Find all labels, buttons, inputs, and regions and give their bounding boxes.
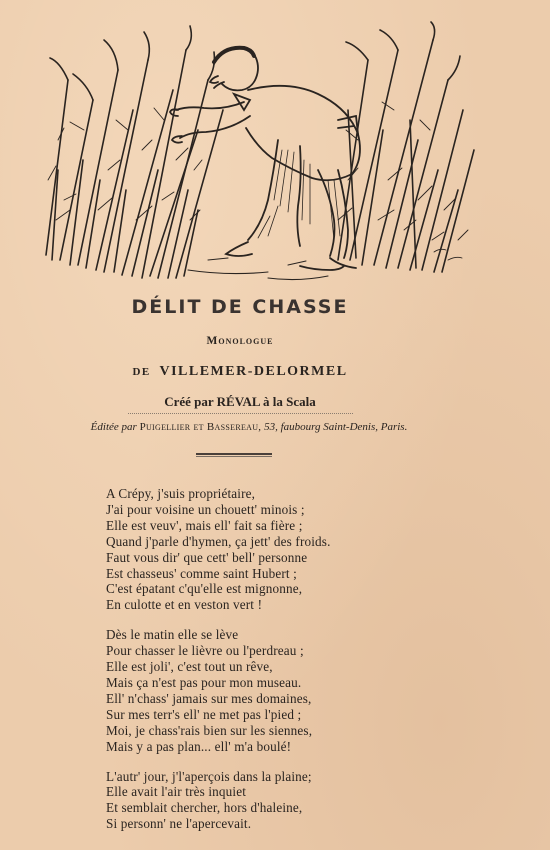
creator-line xyxy=(0,394,480,410)
verse-line: Si personn' ne l'apercevait. xyxy=(106,816,252,832)
verse-line: A Crépy, j'suis propriétaire, xyxy=(106,486,256,501)
verse-line: Est chasseus' comme saint Hubert ; xyxy=(106,565,297,581)
verse-line: C'est épatant c'qu'elle est mignonne, xyxy=(106,581,303,597)
verse-line: Mais y a pas plan... ell' m'a boulé! xyxy=(106,738,292,754)
verse-line: Mais ça n'est pas pour mon museau. xyxy=(106,674,302,690)
creator-prefix: Créé par xyxy=(164,394,214,409)
author-name: VILLEMER-DELORMEL xyxy=(159,364,348,379)
publisher-names: Puigellier et Bassereau, xyxy=(139,421,262,433)
stanza-3 xyxy=(106,769,436,833)
hunter-in-reeds-illustration xyxy=(38,20,478,282)
verse-line: Sur mes terr's ell' ne met pas l'pied ; xyxy=(106,706,302,722)
verse-line: Dès le matin elle se lève xyxy=(106,627,239,643)
verse-line: Moi, je chass'rais bien sur les siennes, xyxy=(106,722,313,738)
stanza-2 xyxy=(106,627,436,754)
verse-line: Elle est veuv', mais ell' fait sa fière ; xyxy=(106,517,303,533)
creator-suffix: à la Scala xyxy=(263,394,316,409)
stanza-1 xyxy=(106,486,436,613)
song-title: DÉLIT DE CHASSE xyxy=(131,296,349,318)
verse-line: Elle est joli', c'est tout un rêve, xyxy=(106,659,273,675)
verse-line: L'autr' jour, j'l'aperçois dans la plaine; xyxy=(106,768,312,784)
poem-body xyxy=(106,486,436,846)
publisher-prefix: Éditée par xyxy=(90,421,137,433)
author-line xyxy=(0,364,480,380)
subtitle: Monologue xyxy=(206,335,274,347)
publisher-line xyxy=(44,421,454,433)
separator-rule xyxy=(196,453,272,457)
verse-line: En culotte et en veston vert ! xyxy=(106,597,263,613)
verse-line: Faut vous dir' que cett' bell' personne xyxy=(106,549,308,565)
author-prefix: DE xyxy=(132,366,151,378)
creator-name: RÉVAL xyxy=(216,394,260,409)
verse-line: Et semblait chercher, hors d'haleine, xyxy=(106,800,303,816)
verse-line: Quand j'parle d'hymen, ça jett' des froids. xyxy=(106,533,331,549)
dotted-rule xyxy=(128,413,353,414)
verse-line: Elle avait l'air très inquiet xyxy=(106,784,247,800)
verse-line: Ell' n'chass' jamais sur mes domaines, xyxy=(106,690,312,706)
verse-line: J'ai pour voisine un chouett' minois ; xyxy=(106,501,305,517)
verse-line: Pour chasser le lièvre ou l'perdreau ; xyxy=(106,643,304,659)
publisher-address: 53, faubourg Saint-Denis, Paris. xyxy=(264,421,408,433)
